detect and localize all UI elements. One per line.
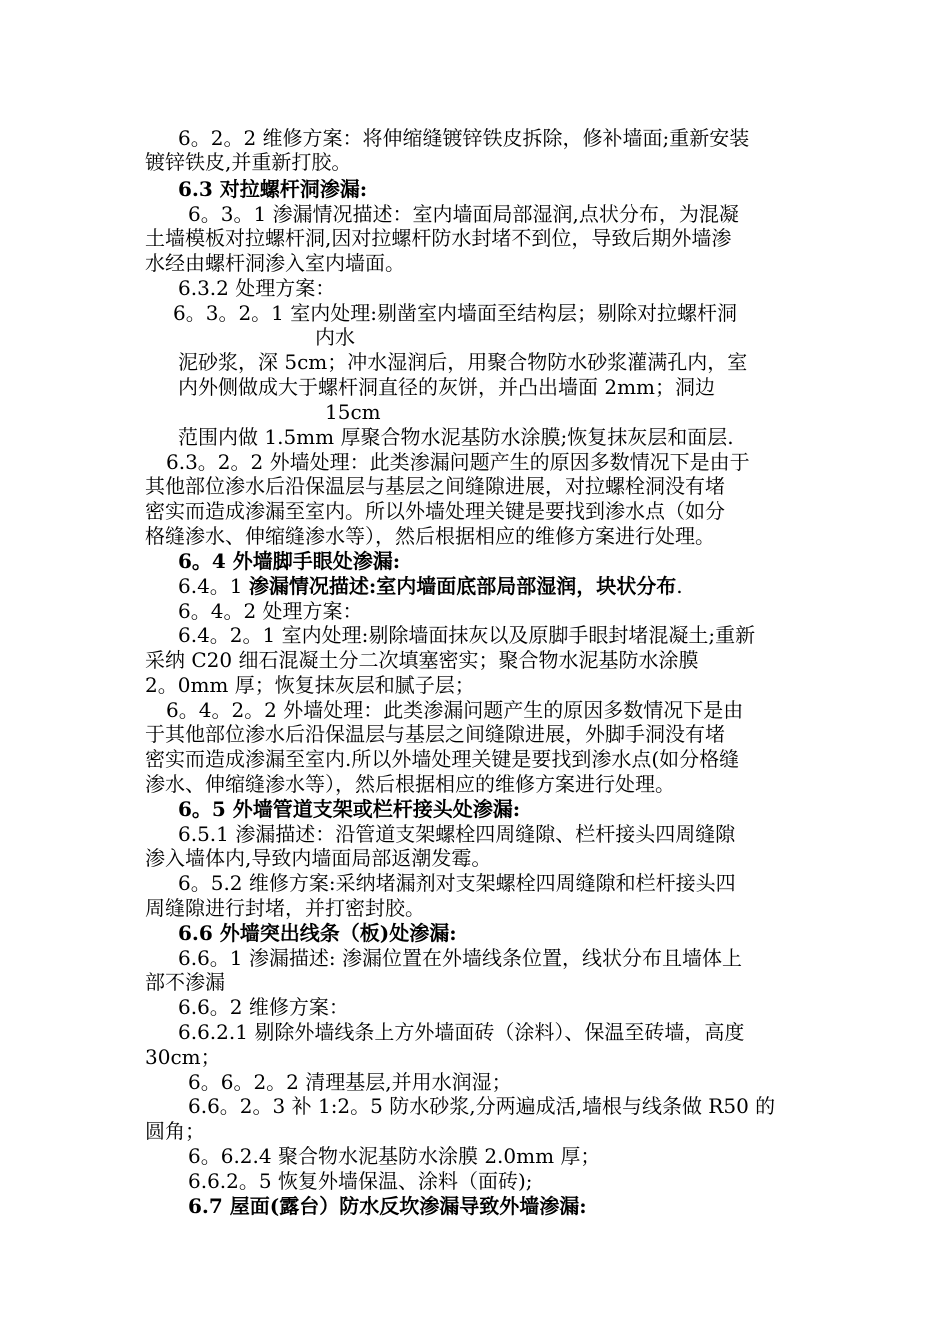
text-line: 6。5.2 维修方案:采纳堵漏剂对支架螺栓四周缝隙和栏杆接头四 xyxy=(178,871,736,895)
text-line: 6.6.2.1 剔除外墙线条上方外墙面砖（涂料）、保温至砖墙，高度 xyxy=(178,1020,745,1044)
section-heading: 6。5 外墙管道支架或栏杆接头处渗漏: xyxy=(178,797,521,821)
bold-text-run: 渗漏情况描述:室内墙面底部局部湿润，块状分布 xyxy=(248,574,677,598)
text-line: 6.6。2 维修方案： xyxy=(178,995,349,1019)
text-line: 泥砂浆，深 5cm；冲水湿润后，用聚合物防水砂浆灌满孔内，室 xyxy=(178,350,748,374)
text-line: 密实而造成渗漏至室内。所以外墙处理关键是要找到渗水点（如分 xyxy=(145,499,725,523)
section-heading: 6.3 对拉螺杆洞渗漏: xyxy=(178,177,368,201)
text-line: 密实而造成渗漏至室内.所以外墙处理关键是要找到渗水点(如分格缝 xyxy=(145,747,740,771)
text-line: 内水 xyxy=(315,325,355,349)
text-line: 圆角； xyxy=(145,1119,205,1143)
text-line: 渗入墙体内,导致内墙面局部返潮发霉。 xyxy=(145,846,492,870)
text-line: 土墙模板对拉螺杆洞,因对拉螺杆防水封堵不到位，导致后期外墙渗 xyxy=(145,226,732,250)
text-run: 6.4。1 xyxy=(178,574,249,598)
text-line: 采纳 C20 细石混凝土分二次填塞密实；聚合物水泥基防水涂膜 xyxy=(145,648,699,672)
text-line: 于其他部位渗水后沿保温层与基层之间缝隙进展，外脚手洞没有堵 xyxy=(145,722,725,746)
text-line: 6。4。2。2 外墙处理：此类渗漏问题产生的原因多数情况下是由 xyxy=(166,698,744,722)
text-line: 其他部位渗水后沿保温层与基层之间缝隙进展，对拉螺栓洞没有堵 xyxy=(145,474,725,498)
text-run: . xyxy=(676,574,683,598)
text-line: 格缝渗水、伸缩缝渗水等），然后根据相应的维修方案进行处理。 xyxy=(145,524,715,548)
text-line: 6.6。2。3 补 1:2。5 防水砂浆,分两遍成活,墙根与线条做 R50 的 xyxy=(188,1094,776,1118)
section-heading: 6.7 屋面(露台）防水反坎渗漏导致外墙渗漏: xyxy=(188,1194,587,1218)
text-line: 部不渗漏 xyxy=(145,970,225,994)
text-line: 内外侧做成大于螺杆洞直径的灰饼，并凸出墙面 2mm；洞边 xyxy=(178,375,716,399)
text-line: 6.4。2。1 室内处理:剔除墙面抹灰以及原脚手眼封堵混凝土;重新 xyxy=(178,623,756,647)
text-line: 6.5.1 渗漏描述：沿管道支架螺栓四周缝隙、栏杆接头四周缝隙 xyxy=(178,822,736,846)
text-line: 6。6。2。2 清理基层,并用水润湿； xyxy=(188,1070,512,1094)
text-line: 渗水、伸缩缝渗水等），然后根据相应的维修方案进行处理。 xyxy=(145,772,675,796)
section-heading: 6.6 外墙突出线条（板)处渗漏: xyxy=(178,921,457,945)
text-line: 周缝隙进行封堵，并打密封胶。 xyxy=(145,896,425,920)
text-line: 6。6.2.4 聚合物水泥基防水涂膜 2.0mm 厚； xyxy=(188,1144,601,1168)
text-line: 2。0mm 厚；恢复抹灰层和腻子层； xyxy=(145,673,475,697)
text-line: 6.3.2 处理方案： xyxy=(178,276,336,300)
text-line: 6。4。2 处理方案： xyxy=(178,599,363,623)
text-line: 6.6.2。5 恢复外墙保温、涂料（面砖); xyxy=(188,1169,533,1193)
text-line: 范围内做 1.5mm 厚聚合物水泥基防水涂膜;恢复抹灰层和面层. xyxy=(178,425,734,449)
text-line: 30cm； xyxy=(145,1045,221,1069)
text-line: 6。3。2。1 室内处理:剔凿室内墙面至结构层；剔除对拉螺杆洞 xyxy=(173,301,737,325)
text-line: 6.3。2。2 外墙处理：此类渗漏问题产生的原因多数情况下是由于 xyxy=(166,450,750,474)
text-line: 6.6。1 渗漏描述: 渗漏位置在外墙线条位置，线状分布且墙体上 xyxy=(178,946,742,970)
text-line: 6。2。2 维修方案：将伸缩缝镀锌铁皮拆除，修补墙面;重新安装 xyxy=(178,126,750,150)
text-line: 6。3。1 渗漏情况描述：室内墙面局部湿润,点状分布，为混凝 xyxy=(188,202,739,226)
text-line xyxy=(178,574,683,598)
section-heading: 6。4 外墙脚手眼处渗漏: xyxy=(178,549,401,573)
text-line: 镀锌铁皮,并重新打胶。 xyxy=(145,150,352,174)
text-line: 15cm xyxy=(325,400,381,424)
text-line: 水经由螺杆洞渗入室内墙面。 xyxy=(145,251,405,275)
